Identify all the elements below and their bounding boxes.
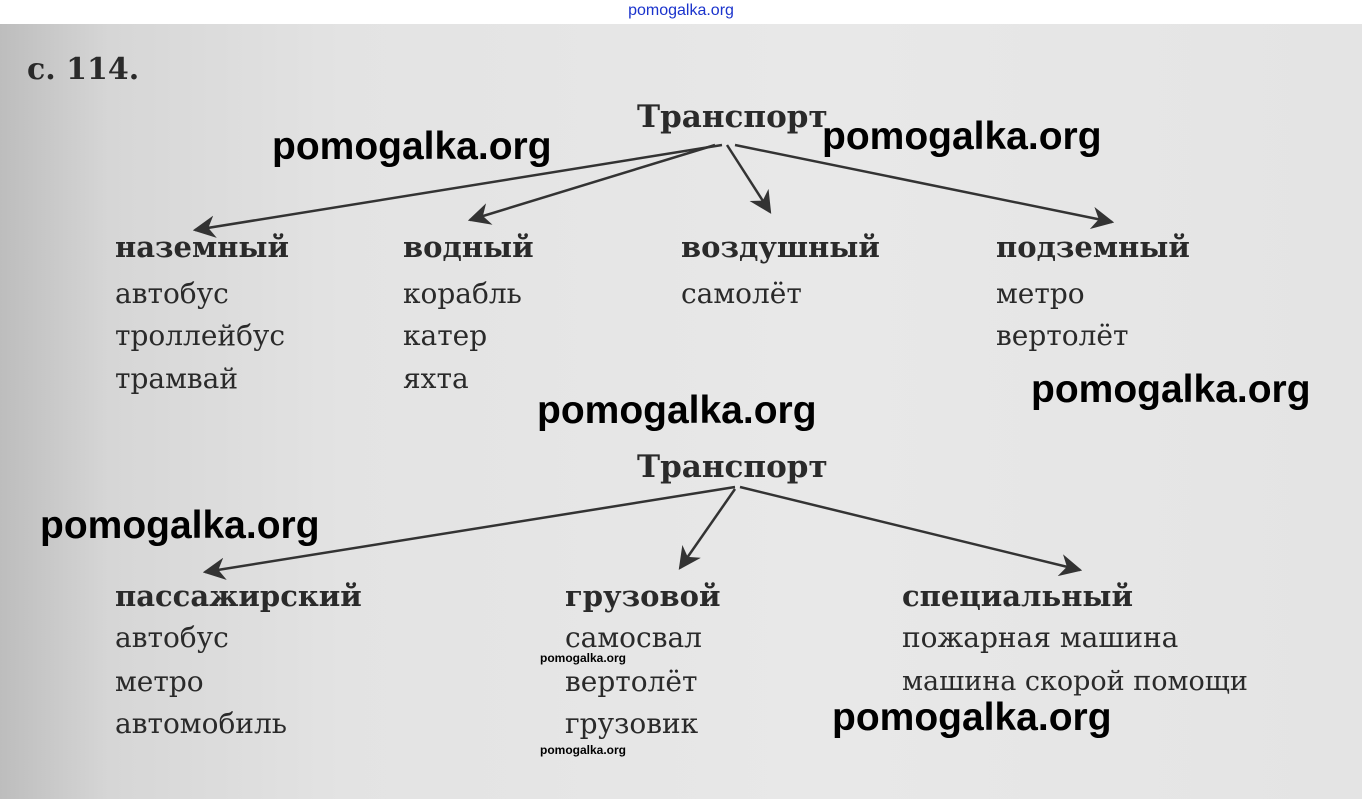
- watermark: pomogalka.org: [822, 115, 1102, 158]
- watermark: pomogalka.org: [537, 389, 817, 432]
- arrow-to-specialny: [740, 487, 1080, 570]
- diagram2-item: автомобиль: [115, 707, 287, 740]
- diagram1-heading-vozdushny: воздушный: [681, 230, 880, 264]
- diagram1-heading-podzemny: подземный: [996, 230, 1190, 264]
- diagram2-item: вертолёт: [565, 665, 698, 698]
- diagram1-item: трамвай: [115, 362, 239, 395]
- header-watermark[interactable]: pomogalka.org: [628, 2, 734, 19]
- diagram2-heading-passazhirsky: пассажирский: [115, 579, 362, 613]
- diagram2-item: самосвал: [565, 621, 702, 654]
- watermark: pomogalka.org: [40, 504, 320, 547]
- diagram1-title: Транспорт: [637, 99, 828, 135]
- diagram2-item: автобус: [115, 621, 229, 654]
- diagram2-heading-gruzovoy: грузовой: [565, 579, 721, 613]
- watermark-small: pomogalka.org: [540, 743, 627, 757]
- arrow-to-gruzovoy: [680, 489, 735, 568]
- diagram1-item: корабль: [403, 277, 522, 310]
- page-number: с. 114.: [27, 52, 140, 87]
- watermark-small: pomogalka.org: [540, 651, 627, 665]
- diagram2-item: грузовик: [565, 707, 699, 740]
- diagram1-item: самолёт: [681, 277, 802, 310]
- watermark: pomogalka.org: [832, 696, 1112, 739]
- diagram1-item: катер: [403, 319, 488, 352]
- diagram1-heading-nazemny: наземный: [115, 230, 289, 264]
- watermark: pomogalka.org: [1031, 368, 1311, 411]
- diagram2-heading-specialny: специальный: [902, 579, 1133, 613]
- diagram1-heading-vodny: водный: [403, 230, 534, 264]
- diagram1-item: яхта: [403, 362, 469, 395]
- diagram1-item: троллейбус: [115, 319, 286, 352]
- diagram2-item: метро: [115, 665, 204, 698]
- watermark: pomogalka.org: [272, 125, 552, 168]
- diagram1-item: автобус: [115, 277, 229, 310]
- diagram1-item: метро: [996, 277, 1085, 310]
- diagram2-title: Транспорт: [637, 449, 828, 485]
- diagram2-item: пожарная машина: [902, 621, 1179, 654]
- diagram2-item: машина скорой помощи: [902, 666, 1248, 697]
- arrow-to-vozdushny: [727, 145, 770, 212]
- diagram1-item: вертолёт: [996, 319, 1129, 352]
